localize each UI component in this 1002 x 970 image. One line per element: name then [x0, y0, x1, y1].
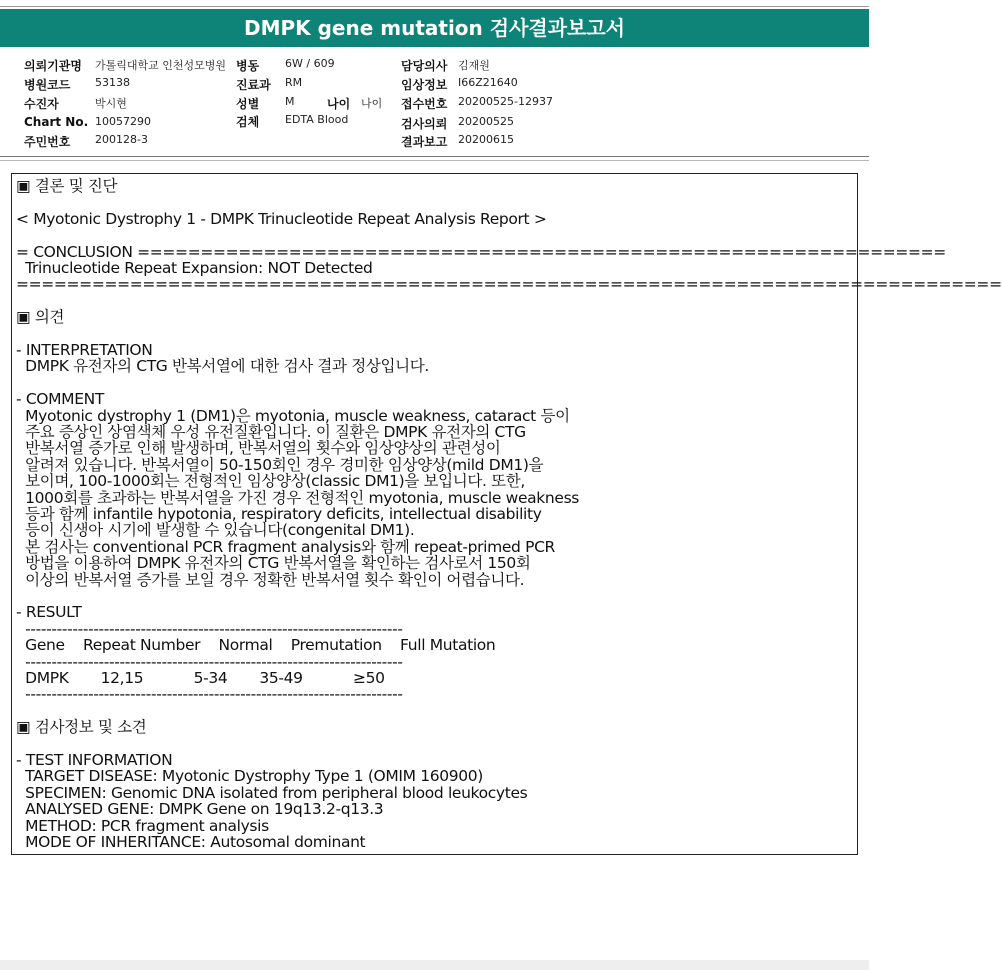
report-line: 보이며, 100-1000회는 전형적인 임상양상(classic DM1)을 보입니다. 또한,: [16, 472, 526, 491]
report-line: ANALYSED GENE: DMPK Gene on 19q13.2-q13.3: [16, 800, 384, 819]
age-label: 나이: [327, 97, 351, 111]
sex-label: 성별: [236, 97, 260, 111]
chart-no-label: Chart No.: [24, 115, 89, 129]
request-date-value: 20200525: [458, 115, 514, 128]
report-line: - COMMENT: [16, 390, 104, 409]
dept-value: RM: [285, 76, 303, 89]
report-line: 본 검사는 conventional PCR fragment analysis와 함께 repeat-primed PCR: [16, 537, 555, 556]
ward-value: 6W / 609: [285, 57, 335, 70]
report-line: - TEST INFORMATION: [16, 751, 173, 769]
report-line: 알려져 있습니다. 반복서열이 50-150회인 경우 경미한 임상양상(mild DM1)을: [16, 455, 544, 474]
report-line: 1000회를 초과하는 반복서열을 가진 경우 전형적인 myotonia, muscle weakness: [16, 488, 580, 507]
report-date-value: 20200615: [458, 133, 514, 146]
report-line: METHOD: PCR fragment analysis: [16, 816, 269, 835]
report-line: - INTERPRETATION: [16, 341, 153, 359]
patient-label: 수진자: [24, 97, 59, 111]
report-line: ------------------------------------------------------------------------: [16, 619, 403, 638]
report-line: 주요 증상인 상염색체 우성 유전질환입니다. 이 질환은 DMPK 유전자의 CTG: [16, 423, 526, 441]
hospital-code-label: 병원코드: [24, 78, 71, 92]
report-line: - RESULT: [16, 603, 82, 622]
report-title: DMPK gene mutation 검사결과보고서: [0, 9, 869, 47]
doctor-label: 담당의사: [401, 59, 448, 73]
bottom-bar: [0, 960, 869, 970]
report-line: Trinucleotide Repeat Expansion: NOT Detected: [16, 259, 373, 277]
specimen-value: EDTA Blood: [285, 113, 349, 126]
hospital-code-value: 53138: [95, 76, 130, 89]
receipt-no-value: 20200525-12937: [458, 95, 553, 108]
report-line: DMPK 유전자의 CTG 반복서열에 대한 검사 결과 정상입니다.: [16, 357, 429, 376]
report-line: ==============================================================================: [16, 275, 1002, 294]
clinical-info-value: I66Z21640: [458, 76, 518, 89]
report-line: < Myotonic Dystrophy 1 - DMPK Trinucleotide Repeat Analysis Report >: [16, 209, 547, 228]
report-line: ------------------------------------------------------------------------: [16, 652, 403, 671]
report-line: TARGET DISEASE: Myotonic Dystrophy Type 1 (OMIM 160900): [16, 767, 483, 786]
report-line: ▣ 검사정보 및 소견: [16, 718, 147, 737]
report-line: = CONCLUSION ================================================================: [16, 242, 946, 261]
dept-label: 진료과: [236, 78, 271, 92]
header-divider: [0, 156, 869, 157]
top-divider: [0, 6, 869, 7]
report-date-label: 결과보고: [401, 135, 448, 149]
report-line: Myotonic dystrophy 1 (DM1)은 myotonia, muscle weakness, cataract 등이: [16, 406, 570, 425]
resident-no-label: 주민번호: [24, 135, 71, 149]
report-line: ▣ 의견: [16, 308, 65, 327]
doctor-value: 김재원: [458, 59, 490, 72]
report-line: ▣ 결론 및 진단: [16, 177, 118, 195]
resident-no-value: 200128-3: [95, 133, 148, 146]
age-value: 나이: [361, 97, 383, 110]
chart-no-value: 10057290: [95, 115, 151, 128]
institution-label: 의뢰기관명: [24, 59, 82, 73]
patient-header: [0, 48, 869, 154]
institution-value: 가톨릭대학교 인천성모병원: [95, 59, 227, 72]
sex-value: M: [285, 95, 295, 108]
report-line: SPECIMEN: Genomic DNA isolated from peripheral blood leukocytes: [16, 783, 528, 802]
report-line: Gene Repeat Number Normal Premutation Full Mutation: [16, 636, 496, 655]
report-line: DMPK 12,15 5-34 35-49 ≥50: [16, 669, 385, 687]
report-line: 등과 함께 infantile hypotonia, respiratory deficits, intellectual disability: [16, 505, 542, 523]
patient-value: 박시현: [95, 97, 127, 110]
clinical-info-label: 임상정보: [401, 78, 448, 92]
header-divider-secondary: [0, 160, 869, 161]
specimen-label: 검체: [236, 115, 260, 129]
report-line: 이상의 반복서열 증가를 보일 경우 정확한 반복서열 횟수 확인이 어렵습니다.: [16, 570, 525, 589]
report-body: [11, 173, 1002, 855]
ward-label: 병동: [236, 59, 260, 73]
report-line: 방법을 이용하여 DMPK 유전자의 CTG 반복서열을 확인하는 검사로서 150회: [16, 554, 531, 573]
report-line: 반복서열 증가로 인해 발생하며, 반복서열의 횟수와 임상양상의 관련성이: [16, 439, 501, 458]
report-line: MODE OF INHERITANCE: Autosomal dominant: [16, 833, 366, 851]
request-date-label: 검사의뢰: [401, 117, 448, 131]
report-line: 등이 신생아 시기에 발생할 수 있습니다(congenital DM1).: [16, 521, 415, 540]
receipt-no-label: 접수번호: [401, 97, 448, 111]
report-line: ------------------------------------------------------------------------: [16, 685, 403, 704]
